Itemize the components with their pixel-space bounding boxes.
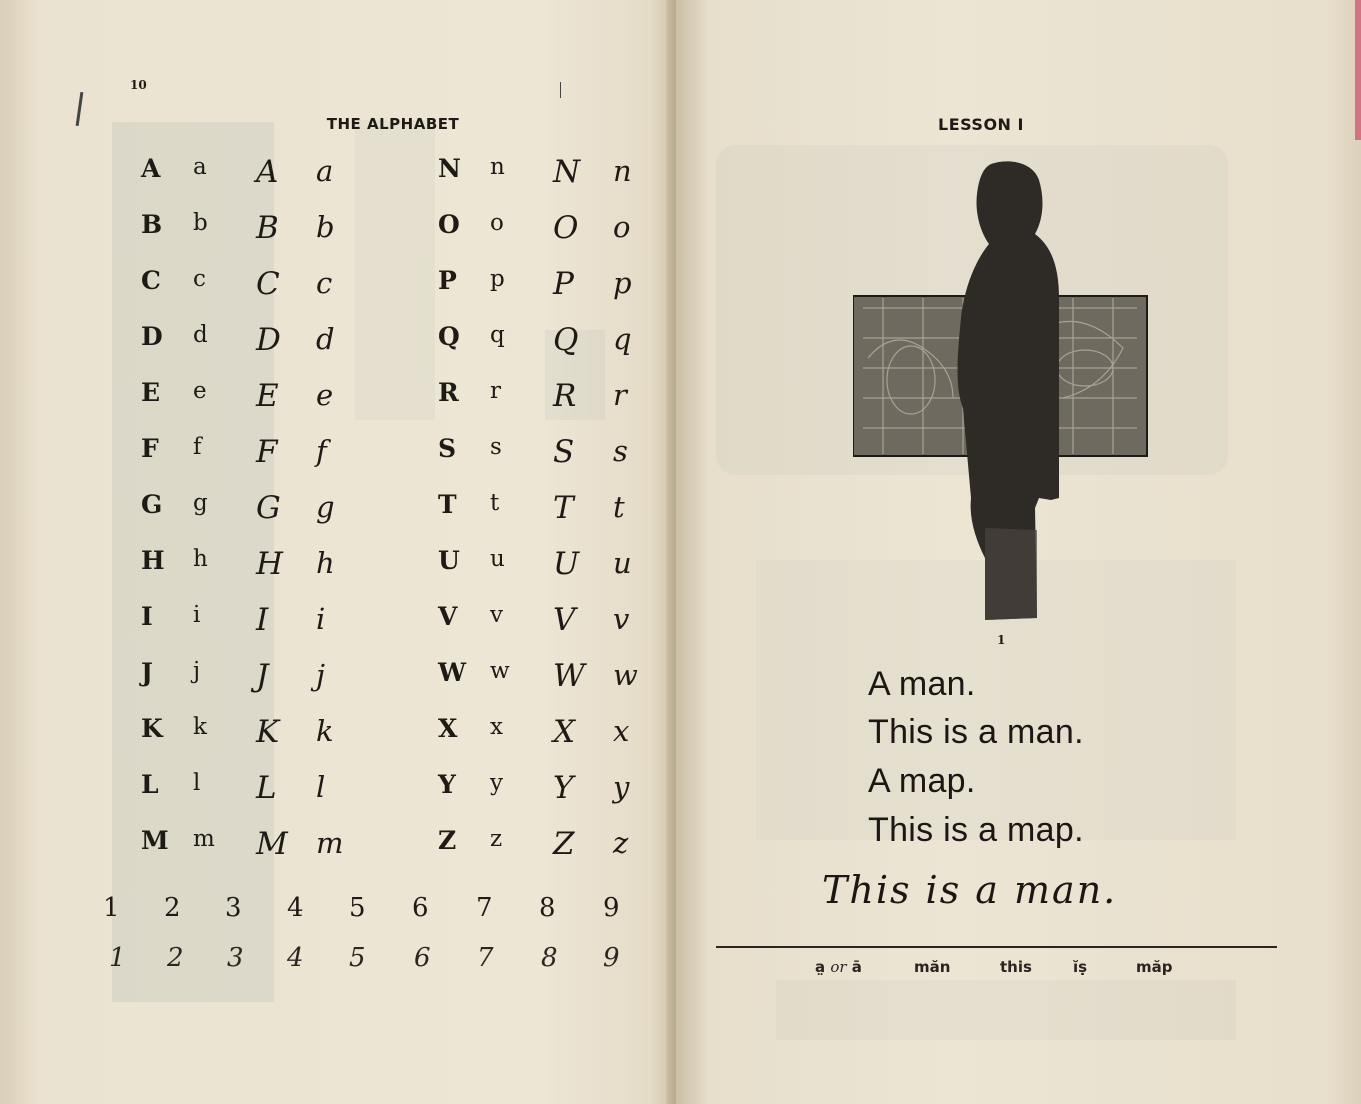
script-numeral: 1: [109, 943, 126, 973]
footer-rule: [716, 946, 1277, 948]
script-lowercase-letter: k: [316, 714, 334, 748]
pronunciation-word: ā: [851, 958, 862, 976]
uppercase-letter: G: [141, 490, 163, 519]
lesson-title: LESSON I: [938, 115, 1024, 134]
script-uppercase-letter: A: [256, 154, 279, 190]
uppercase-letter: I: [141, 602, 153, 631]
lowercase-letter: z: [490, 826, 503, 852]
uppercase-letter: W: [438, 658, 467, 687]
lowercase-letter: f: [193, 434, 202, 460]
script-lowercase-letter: h: [316, 546, 335, 580]
pronunciation-word: măn: [914, 958, 951, 976]
script-lowercase-letter: s: [613, 434, 628, 468]
lowercase-letter: c: [193, 266, 206, 292]
script-lowercase-letter: t: [613, 490, 625, 524]
script-lowercase-letter: n: [613, 154, 632, 188]
script-uppercase-letter: E: [256, 378, 279, 414]
page-title: THE ALPHABET: [326, 115, 460, 133]
lowercase-letter: o: [490, 210, 504, 236]
script-numeral: 3: [227, 943, 244, 973]
lowercase-letter: e: [193, 378, 207, 404]
numeral: 7: [476, 893, 493, 923]
uppercase-letter: K: [141, 714, 163, 743]
figure-number: 1: [997, 633, 1006, 647]
uppercase-letter: B: [141, 210, 163, 239]
lowercase-letter: q: [490, 322, 505, 348]
script-lowercase-letter: o: [613, 210, 631, 244]
script-numeral: 6: [414, 943, 431, 973]
pronunciation-word: măp: [1136, 958, 1173, 976]
script-uppercase-letter: N: [553, 154, 581, 190]
lowercase-letter: v: [490, 602, 503, 628]
reading-line: A map.: [868, 762, 976, 800]
lowercase-letter: i: [193, 602, 201, 628]
uppercase-letter: M: [141, 826, 169, 855]
script-lowercase-letter: i: [316, 602, 326, 636]
lowercase-letter: w: [490, 658, 510, 684]
pen-mark: [76, 92, 84, 126]
reading-line: A man.: [868, 665, 976, 703]
script-lowercase-letter: b: [316, 210, 335, 244]
script-uppercase-letter: U: [553, 546, 580, 582]
script-lowercase-letter: a: [316, 154, 334, 188]
lowercase-letter: d: [193, 322, 208, 348]
script-lowercase-letter: d: [316, 322, 335, 356]
script-uppercase-letter: Y: [553, 770, 574, 806]
script-uppercase-letter: G: [256, 490, 281, 526]
script-numeral: 9: [603, 943, 620, 973]
script-uppercase-letter: H: [256, 546, 284, 582]
uppercase-letter: C: [141, 266, 161, 295]
lowercase-letter: s: [490, 434, 502, 460]
script-uppercase-letter: R: [553, 378, 577, 414]
lowercase-letter: r: [490, 378, 501, 404]
numeral: 4: [287, 893, 304, 923]
numeral: 8: [539, 893, 556, 923]
script-lowercase-letter: f: [316, 434, 327, 468]
script-lowercase-letter: u: [613, 546, 632, 580]
lowercase-letter: k: [193, 714, 207, 740]
script-uppercase-letter: S: [553, 434, 575, 470]
numeral: 2: [164, 893, 181, 923]
numeral: 5: [349, 893, 366, 923]
uppercase-letter: T: [438, 490, 457, 519]
script-uppercase-letter: K: [256, 714, 280, 750]
numeral: 9: [603, 893, 620, 923]
uppercase-letter: U: [438, 546, 460, 575]
lowercase-letter: l: [193, 770, 201, 796]
page-number: 10: [130, 78, 147, 92]
lowercase-letter: b: [193, 210, 208, 236]
script-lowercase-letter: e: [316, 378, 334, 412]
script-lowercase-letter: p: [613, 266, 632, 300]
uppercase-letter: S: [438, 434, 457, 463]
uppercase-letter: X: [438, 714, 458, 743]
script-lowercase-letter: y: [613, 770, 630, 804]
script-uppercase-letter: C: [256, 266, 280, 302]
script-uppercase-letter: T: [553, 490, 574, 526]
lowercase-letter: a: [193, 154, 207, 180]
script-numeral: 7: [477, 943, 494, 973]
left-page: [0, 0, 676, 1104]
uppercase-letter: O: [438, 210, 460, 239]
lowercase-letter: p: [490, 266, 505, 292]
script-uppercase-letter: D: [256, 322, 281, 358]
reading-line: This is a man.: [868, 713, 1084, 751]
script-uppercase-letter: V: [553, 602, 576, 638]
lowercase-letter: n: [490, 154, 505, 180]
lowercase-letter: h: [193, 546, 208, 572]
lowercase-letter: m: [193, 826, 215, 852]
script-uppercase-letter: O: [553, 210, 579, 246]
pronunciation-a: [815, 958, 862, 976]
script-uppercase-letter: F: [256, 434, 278, 470]
uppercase-letter: V: [438, 602, 458, 631]
pronunciation-word: this: [1000, 958, 1032, 976]
script-uppercase-letter: P: [553, 266, 574, 302]
lowercase-letter: u: [490, 546, 505, 572]
uppercase-letter: E: [141, 378, 161, 407]
script-lowercase-letter: c: [316, 266, 333, 300]
script-uppercase-letter: X: [553, 714, 576, 750]
pronunciation-or: or: [830, 958, 847, 976]
script-numeral: 4: [287, 943, 304, 973]
uppercase-letter: Z: [438, 826, 457, 855]
uppercase-letter: D: [141, 322, 163, 351]
script-uppercase-letter: M: [256, 826, 288, 862]
margin-tick: [560, 82, 561, 98]
lowercase-letter: g: [193, 490, 208, 516]
script-numeral: 8: [541, 943, 558, 973]
script-uppercase-letter: Q: [553, 322, 579, 358]
script-lowercase-letter: w: [613, 658, 638, 692]
numeral: 3: [225, 893, 242, 923]
script-lowercase-letter: j: [316, 658, 325, 692]
pronunciation-word: a̤: [815, 958, 826, 976]
script-uppercase-letter: B: [256, 210, 279, 246]
script-lowercase-letter: x: [613, 714, 630, 748]
uppercase-letter: L: [141, 770, 159, 799]
page-edge-tint: [1355, 0, 1361, 140]
lowercase-letter: y: [490, 770, 503, 796]
script-uppercase-letter: Z: [553, 826, 575, 862]
script-uppercase-letter: L: [256, 770, 277, 806]
lowercase-letter: t: [490, 490, 500, 516]
script-lowercase-letter: l: [316, 770, 326, 804]
uppercase-letter: A: [141, 154, 161, 183]
script-lowercase-letter: z: [613, 826, 629, 860]
uppercase-letter: P: [438, 266, 457, 295]
script-uppercase-letter: W: [553, 658, 585, 694]
numeral: 1: [103, 893, 120, 923]
lowercase-letter: x: [490, 714, 503, 740]
script-numeral: 2: [167, 943, 184, 973]
script-lowercase-letter: r: [613, 378, 627, 412]
uppercase-letter: F: [141, 434, 159, 463]
uppercase-letter: N: [438, 154, 461, 183]
man-with-map-illustration: [853, 158, 1149, 626]
script-numeral: 5: [349, 943, 366, 973]
uppercase-letter: R: [438, 378, 459, 407]
numeral: 6: [412, 893, 429, 923]
lowercase-letter: j: [193, 658, 201, 684]
uppercase-letter: Y: [438, 770, 456, 799]
pronunciation-word: ĭṣ: [1073, 958, 1088, 976]
script-uppercase-letter: I: [256, 602, 269, 638]
script-uppercase-letter: J: [256, 658, 269, 694]
uppercase-letter: J: [141, 658, 153, 687]
uppercase-letter: H: [141, 546, 165, 575]
script-sentence: This is a man.: [822, 868, 1118, 912]
script-lowercase-letter: g: [316, 490, 335, 524]
reading-line: This is a map.: [868, 811, 1084, 849]
uppercase-letter: Q: [438, 322, 460, 351]
script-lowercase-letter: q: [613, 322, 632, 356]
script-lowercase-letter: m: [316, 826, 344, 860]
script-lowercase-letter: v: [613, 602, 630, 636]
